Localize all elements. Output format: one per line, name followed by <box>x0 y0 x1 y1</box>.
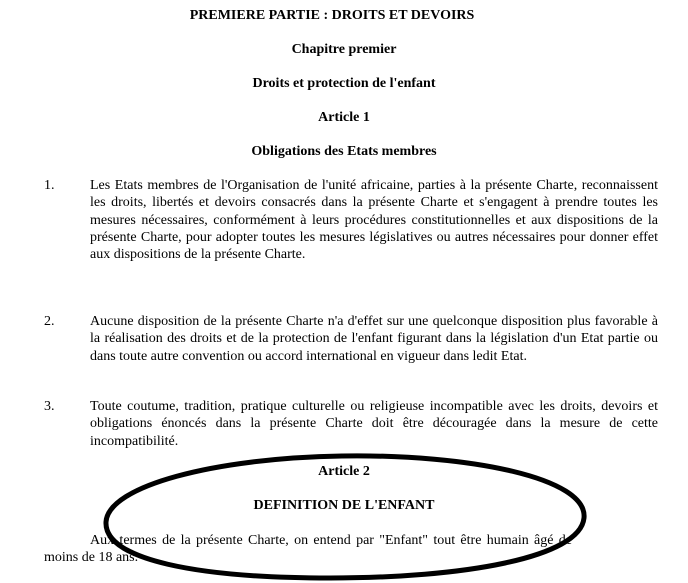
article-1-subtitle: Obligations des Etats membres <box>251 144 437 159</box>
article-1-title: Article 1 <box>318 110 370 125</box>
article-2-subtitle: DEFINITION DE L'ENFANT <box>253 498 435 513</box>
article-2-paragraph: Aux termes de la présente Charte, on entend par "Enfant" tout être humain âgé de moins de 18 ans. <box>44 533 572 566</box>
item-text: Les Etats membres de l'Organisation de l'unité africaine, parties à la présente Charte, reconnaissent les droits, libertés et devoirs consacrés dans la présente Charte et s'engagent à prendre toutes les mesures nécessaires, conformément à leurs procédures constitutionnelles et aux dispositions de la présente Charte, pour adopter toutes les mesures législatives ou autres nécessaires pour donner effet aux dispositions de la présente Charte. <box>90 178 658 263</box>
section-title: Droits et protection de l'enfant <box>252 76 436 91</box>
item-number: 1. <box>44 178 55 193</box>
item-number: 2. <box>44 314 55 329</box>
item-text: Toute coutume, tradition, pratique culturelle ou religieuse incompatible avec les droits, devoirs et obligations énoncés dans la présente Charte doit être découragée dans la mesure de cette incompatibilité. <box>90 399 658 449</box>
article-2-title: Article 2 <box>318 464 370 479</box>
item-number: 3. <box>44 399 55 414</box>
part-title: PREMIERE PARTIE : DROITS ET DEVOIRS <box>189 8 475 23</box>
item-text: Aucune disposition de la présente Charte n'a d'effet sur une quelconque disposition plus favorable à la réalisation des droits et de la protection de l'enfant figurant dans la législation d'un Etat partie ou dans toute autre convention ou accord international en vigueur dans ledit Etat. <box>90 314 658 364</box>
chapter-title: Chapitre premier <box>291 42 397 57</box>
